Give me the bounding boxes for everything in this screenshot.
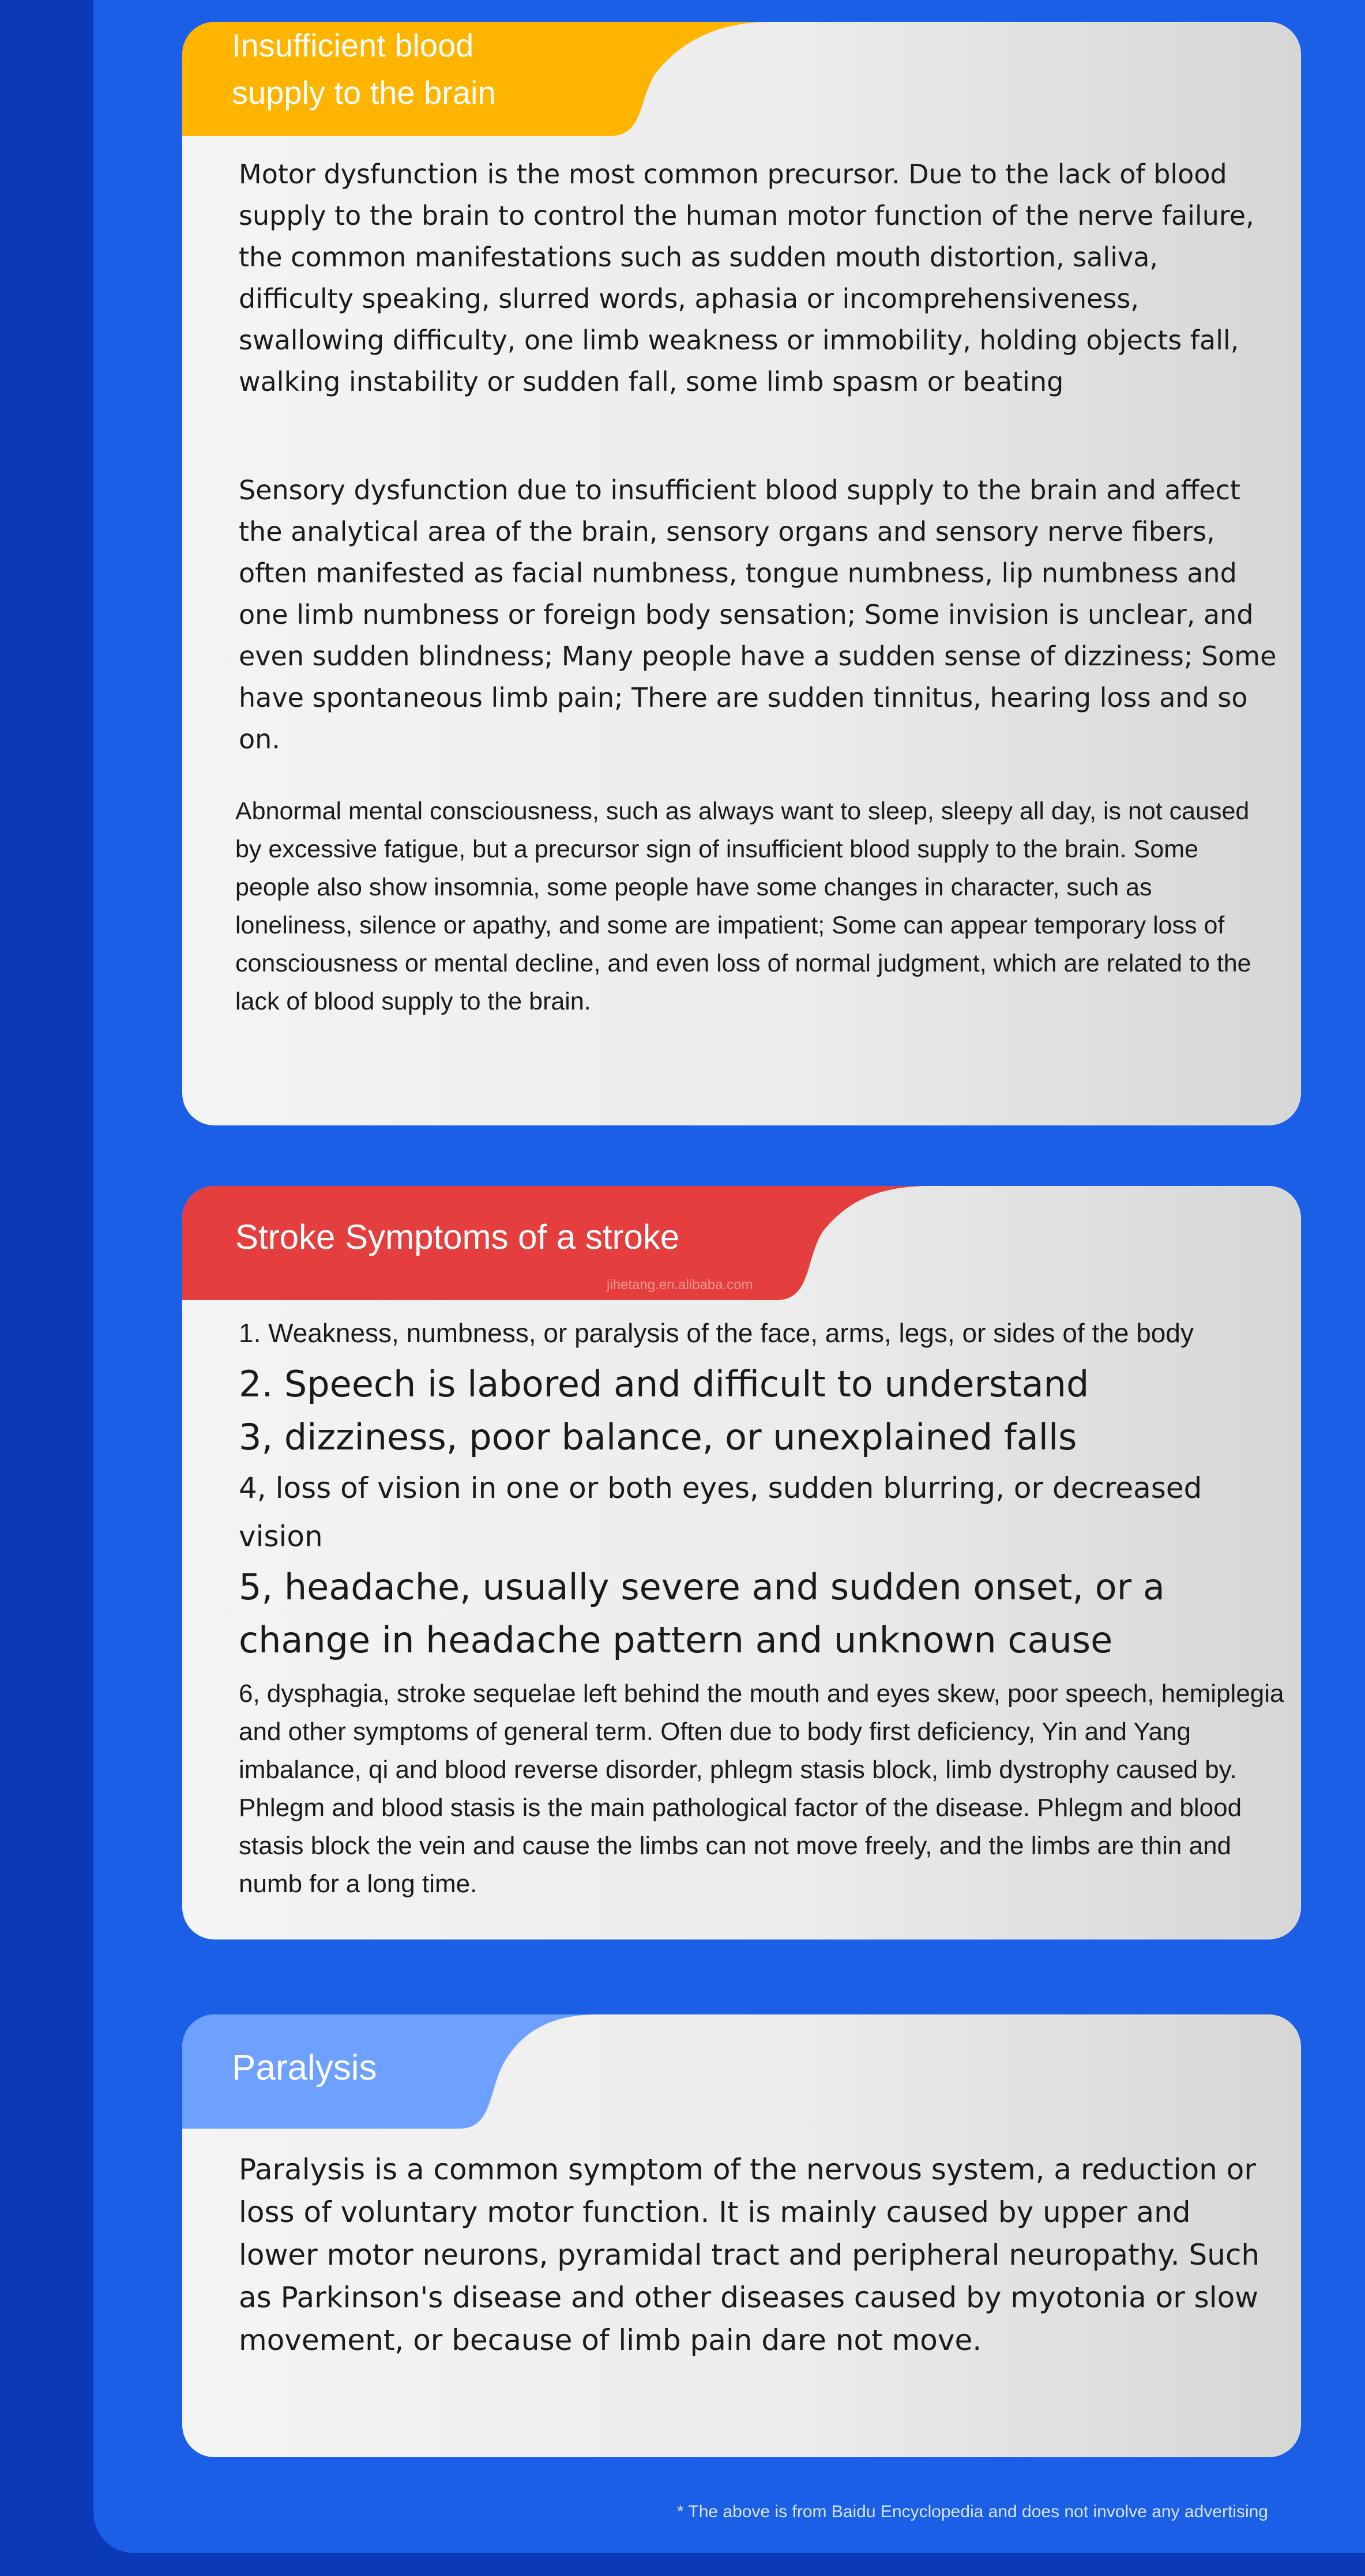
section-title: Paralysis	[232, 2048, 377, 2088]
paragraph-motor-dysfunction: Motor dysfunction is the most common precursor. Due to the lack of blood supply to the brain to control the human motor function of the nerve failure, the common manifestations such as sudden mouth distortion, saliva, difficulty speaking, slurred words, aphasia or incomprehensiveness, swallowing difficulty, one limb weakness or immobility, holding objects fall, walking instability or sudden fall, some limb spasm or beating	[239, 159, 1254, 397]
list-item: 1. Weakness, numbness, or paralysis of the face, arms, legs, or sides of the body	[239, 1318, 1194, 1348]
section-title: Stroke Symptoms of a stroke	[235, 1218, 680, 1256]
section-paralysis	[182, 2014, 1301, 2457]
section-stroke-symptoms	[182, 1186, 1301, 1939]
list-item: 5, headache, usually severe and sudden onset, or a change in headache pattern and unknown cause	[239, 1566, 1165, 1661]
watermark-text: jihetang.en.alibaba.com	[607, 1277, 753, 1293]
section-title	[232, 22, 496, 116]
section-insufficient-blood-supply	[182, 22, 1301, 1125]
section-title-line-2: supply to the brain	[232, 74, 496, 111]
list-item: 2. Speech is labored and difficult to understand	[239, 1363, 1089, 1405]
list-item: 6, dysphagia, stroke sequelae left behind the mouth and eyes skew, poor speech, hemiplegia and other symptoms of general term. Often due to body first deficiency, Yin and Yang imbalance, qi and blood reverse disorder, phlegm stasis block, limb dystrophy caused by. Phlegm and blood stasis is the main pathological factor of the disease. Phlegm and blood stasis block the vein and cause the limbs can not move freely, and the limbs are thin and numb for a long time.	[239, 1679, 1284, 1898]
footnote-disclaimer: * The above is from Baidu Encyclopedia and does not involve any advertising	[676, 2502, 1268, 2521]
paragraph-paralysis: Paralysis is a common symptom of the nervous system, a reduction or loss of voluntary motor function. It is mainly caused by upper and lower motor neurons, pyramidal tract and peripheral neuropathy. Such as Parkinson's disease and other diseases caused by myotonia or slow movement, or because of limb pain dare not move.	[239, 2153, 1260, 2357]
section-tab	[182, 2014, 1301, 2130]
paragraph-mental-consciousness: Abnormal mental consciousness, such as always want to sleep, sleepy all day, is not caused by excessive fatigue, but a precursor sign of insufficient blood supply to the brain. Some people also show insomnia, some people have some changes in character, such as loneliness, silence or apathy, and some are impatient; Some can appear temporary loss of consciousness or mental decline, and even loss of normal judgment, which are related to the lack of blood supply to the brain.	[235, 797, 1251, 1015]
section-tab	[182, 1186, 1301, 1301]
section-tab	[182, 22, 1301, 137]
list-item: 3, dizziness, poor balance, or unexplained falls	[239, 1416, 1077, 1458]
symptom-list	[239, 1314, 1288, 1903]
paragraph-sensory-dysfunction: Sensory dysfunction due to insufficient blood supply to the brain and affect the analytical area of the brain, sensory organs and sensory nerve fibers, often manifested as facial numbness, tongue numbness, lip numbness and one limb numbness or foreign body sensation; Some invision is unclear, and even sudden blindness; Many people have a sudden sense of dizziness; Some have spontaneous limb pain; There are sudden tinnitus, hearing loss and so on.	[239, 474, 1277, 755]
list-item: 4, loss of vision in one or both eyes, sudden blurring, or decreased vision	[239, 1471, 1202, 1553]
section-title-line-1: Insufficient blood	[232, 27, 474, 63]
